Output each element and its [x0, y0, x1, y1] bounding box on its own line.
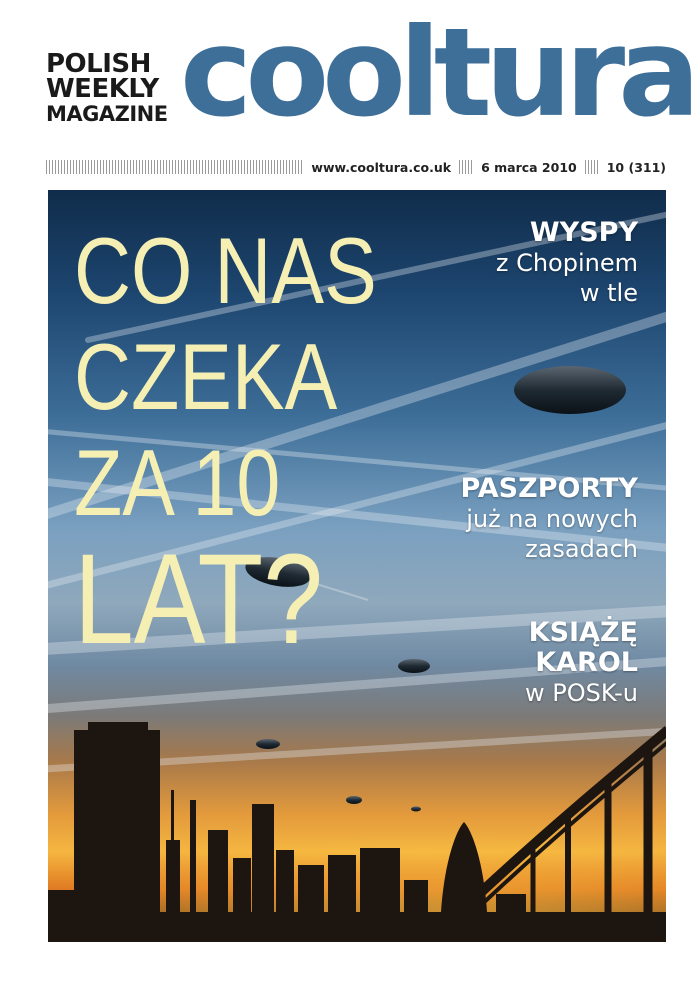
headline-line: CZEKA [74, 324, 338, 429]
teaser-text: w POSK-u [525, 679, 638, 707]
teaser-wyspy[interactable] [496, 218, 638, 308]
cover-headline [74, 218, 377, 671]
info-strip [46, 158, 666, 176]
teaser-text: z Chopinem [495, 249, 638, 277]
teaser-title: PASZPORTY [460, 473, 638, 504]
teaser-title: KSIĄŻĘ [528, 617, 638, 648]
tagline [46, 49, 174, 127]
teaser-text: już na nowych [466, 505, 638, 533]
teaser-paszporty[interactable] [460, 474, 638, 564]
teaser-text: w tle [579, 279, 638, 307]
cover-image [48, 190, 666, 942]
tagline-line-2: WEEKLY [46, 74, 159, 104]
barcode-divider [585, 160, 599, 174]
teaser-ksiaze-karol[interactable] [525, 618, 638, 708]
website-link[interactable]: www.cooltura.co.uk [311, 159, 452, 175]
headline-line: CO NAS [74, 218, 377, 323]
tagline-line-1: POLISH [46, 49, 151, 79]
issue-date: 6 marca 2010 [481, 159, 577, 175]
headline-line: LAT? [74, 528, 324, 671]
tagline-line-3: MAGAZINE [46, 102, 168, 126]
headline-line: ZA 10 [74, 430, 281, 535]
issue-number: 10 (311) [606, 159, 666, 175]
barcode-divider [46, 160, 303, 174]
magazine-logo[interactable]: cooltura [180, 2, 694, 144]
teaser-title: WYSPY [529, 217, 638, 248]
teaser-title: KAROL [535, 647, 638, 678]
teaser-text: zasadach [525, 535, 638, 563]
barcode-divider [459, 160, 473, 174]
